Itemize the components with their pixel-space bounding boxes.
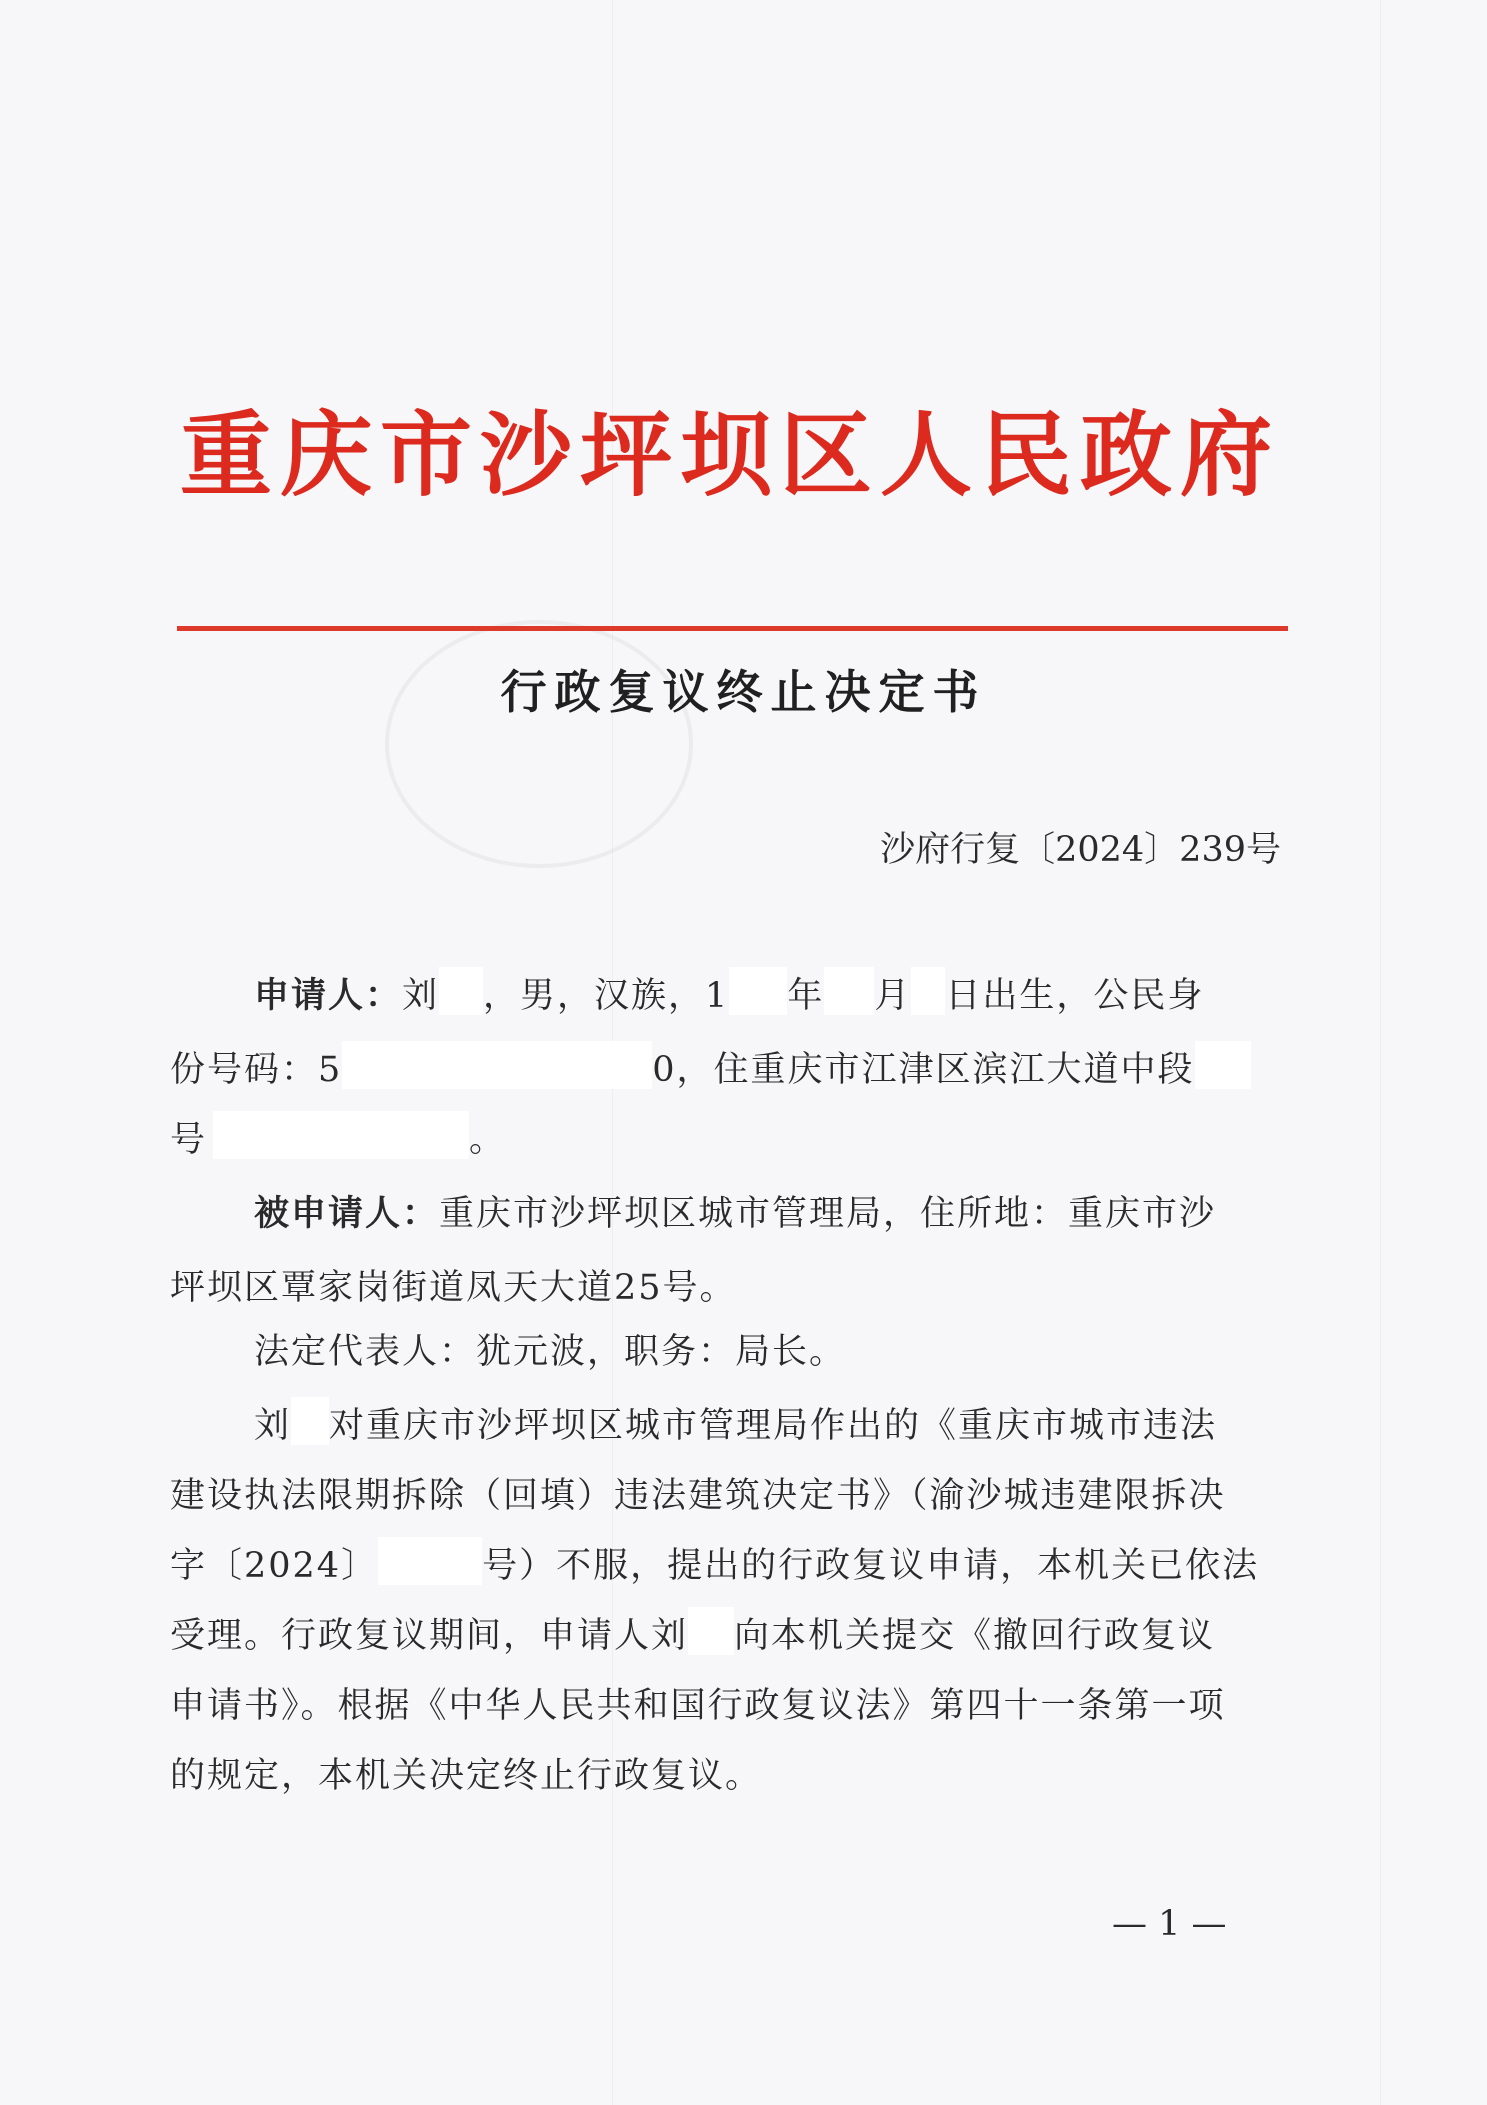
address-number-label: 号 [170,1120,208,1160]
redaction-address-number [1195,1041,1251,1089]
respondent-line-2: 坪坝区覃家岗街道凤天大道25号。 [170,1268,737,1308]
body-text-1: 对重庆市沙坪坝区城市管理局作出的《重庆市城市违法 [329,1406,1218,1446]
body-line-5: 申请书》。根据《中华人民共和国行政复议法》第四十一条第一项 [170,1686,1226,1726]
applicant-label: 申请人： [254,975,403,1016]
redaction-applicant-name [439,967,483,1015]
respondent-label: 被申请人： [254,1193,440,1234]
redaction-applicant-name-3 [688,1607,734,1655]
body-text-3: 号）不服，提出的行政复议申请，本机关已依法 [482,1546,1260,1586]
respondent-line-1 [254,1184,1216,1244]
applicant-line-1 [254,966,1204,1026]
redaction-birth-day [911,967,945,1015]
body-line-1 [254,1396,1217,1456]
redaction-address-detail [213,1111,469,1159]
applicant-info-a: ，男，汉族，1 [483,976,730,1016]
page-number: — 1 — [1112,1904,1227,1944]
redaction-birth-year [729,967,787,1015]
applicant-line-2 [170,1040,1251,1100]
issuing-authority-header: 重庆市沙坪坝区人民政府 [179,401,1280,509]
applicant-line-3 [170,1110,506,1170]
redaction-birth-month [824,967,874,1015]
body-applicant-surname: 刘 [254,1406,292,1446]
document-title: 行政复议终止决定书 [500,665,987,719]
address-end: 。 [469,1120,507,1160]
applicant-month-label: 月 [874,976,912,1016]
applicant-year-label: 年 [787,976,825,1016]
redaction-decision-number [378,1537,482,1585]
redaction-id-number [342,1041,652,1089]
page-fold-right [1380,0,1381,2105]
applicant-info-b: 日出生，公民身 [945,976,1205,1016]
id-number-label: 份号码：5 [170,1050,343,1090]
body-line-6: 的规定，本机关决定终止行政复议。 [170,1756,763,1796]
body-decision-prefix: 字〔2024〕 [170,1546,379,1586]
faint-seal-impression [385,620,693,868]
respondent-info: 重庆市沙坪坝区城市管理局，住所地：重庆市沙 [439,1194,1217,1234]
document-number: 沙府行复〔2024〕239号 [880,830,1281,870]
applicant-surname: 刘 [402,976,440,1016]
red-separator-line [177,626,1288,631]
body-line-3 [170,1536,1259,1596]
legal-representative: 法定代表人：犹元波，职务：局长。 [254,1332,847,1372]
redaction-applicant-name-2 [291,1397,329,1445]
body-line-4 [170,1606,1215,1666]
body-text-4a: 受理。行政复议期间，申请人刘 [170,1616,689,1656]
applicant-address: 0，住重庆市江津区滨江大道中段 [652,1050,1195,1090]
body-text-4b: 向本机关提交《撤回行政复议 [734,1616,1216,1656]
body-line-2: 建设执法限期拆除（回填）违法建筑决定书》（渝沙城违建限拆决 [170,1476,1226,1516]
